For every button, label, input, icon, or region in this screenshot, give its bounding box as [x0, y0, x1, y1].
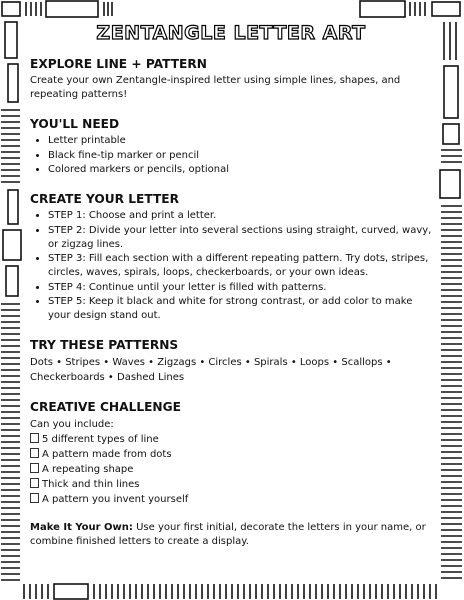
checkbox-icon [30, 493, 39, 503]
list-item: • STEP 3: Fill each section with a different repeating pattern. Try dots, stripes, circles, waves, spirals, loops, checkerboards, or your own ideas. [48, 252, 432, 280]
challenge-item-text: A pattern made from dots [42, 449, 172, 460]
list-item: • STEP 2: Divide your letter into several sections using straight, curved, wavy, or zigzag lines. [48, 224, 432, 252]
patterns-section [30, 337, 432, 385]
supplies-section [30, 116, 432, 177]
list-item: • STEP 1: Choose and print a letter. [48, 209, 432, 223]
challenge-item-text: Thick and thin lines [42, 479, 140, 490]
explore-heading: EXPLORE LINE + PATTERN [30, 57, 207, 71]
steps-list [30, 209, 432, 323]
patterns-text: Dots • Stripes • Waves • Zigzags • Circles • Spirals • Loops • Scallops • Checkerboards • Dashed Lines [30, 357, 392, 383]
challenge-item-text: A pattern you invent yourself [42, 494, 189, 505]
list-item [30, 492, 432, 507]
explore-section [30, 56, 432, 102]
list-item: • Colored markers or pencils, optional [48, 163, 432, 177]
list-item: • Black fine-tip marker or pencil [48, 149, 432, 163]
challenge-item-text: 5 different types of line [42, 434, 159, 445]
challenge-section [30, 399, 432, 507]
list-item: • STEP 5: Keep it black and white for strong contrast, or add color to make your design stand out. [48, 295, 432, 323]
list-item [30, 477, 432, 492]
steps-section [30, 191, 432, 323]
list-item: • STEP 4: Continue until your letter is filled with patterns. [48, 281, 432, 295]
challenge-heading: CREATIVE CHALLENGE [30, 400, 181, 414]
make-it-your-own [30, 521, 432, 549]
list-item [30, 462, 432, 477]
checkbox-icon [30, 463, 39, 473]
checkbox-icon [30, 433, 39, 443]
worksheet-content [30, 22, 432, 549]
list-item [30, 447, 432, 462]
list-item: • Letter printable [48, 134, 432, 148]
supplies-heading: YOU'LL NEED [30, 117, 120, 131]
list-item [30, 432, 432, 447]
steps-heading: CREATE YOUR LETTER [30, 192, 180, 206]
supplies-list [30, 134, 432, 177]
page-title: ZENTANGLE LETTER ART [96, 22, 366, 44]
patterns-heading: TRY THESE PATTERNS [30, 338, 179, 352]
explore-text: Create your own Zentangle-inspired letter using simple lines, shapes, and repeating patterns! [30, 75, 401, 100]
checkbox-icon [30, 448, 39, 458]
challenge-intro: Can you include: [30, 419, 114, 430]
make-it-your-own-text: Use your first initial, decorate the letters in your name, or combine finished letters to create a display. [30, 522, 426, 547]
checkbox-icon [30, 478, 39, 488]
make-it-your-own-label: Make It Your Own: [30, 522, 133, 533]
challenge-item-text: A repeating shape [42, 464, 134, 475]
